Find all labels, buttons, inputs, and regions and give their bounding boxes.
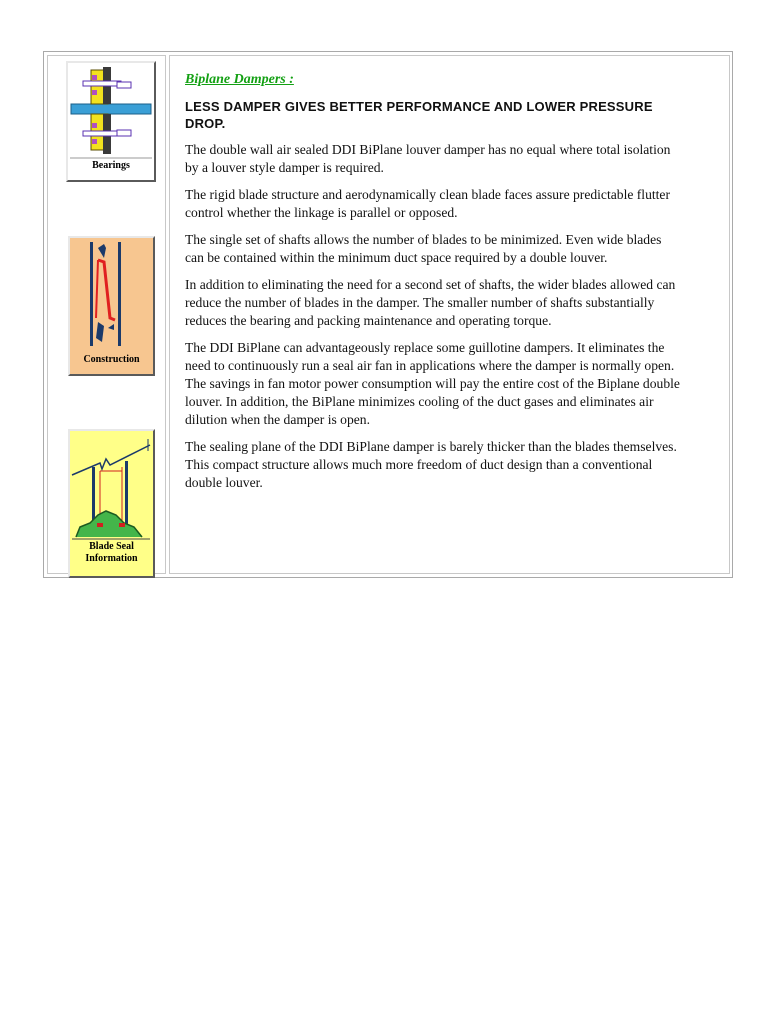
paragraph-6	[185, 438, 730, 492]
blade-seal-diagram-icon	[70, 431, 153, 541]
paragraph-line: The rigid blade structure and aerodynamically clean blade faces assure predictable flutter	[185, 187, 670, 202]
paragraph-line: The DDI BiPlane can advantageously replace some guillotine dampers. It eliminates the	[185, 340, 665, 355]
bearings-diagram-icon	[68, 63, 154, 161]
paragraph-line: reduces the bearing and packing maintenance and operating torque.	[185, 313, 552, 328]
article-content	[185, 71, 730, 492]
paragraph-line: In addition to eliminating the need for a second set of shafts, the wider blades allowed can	[185, 277, 676, 292]
paragraph-line: dilution when the damper is open.	[185, 412, 370, 427]
headline-line-1: LESS DAMPER GIVES BETTER PERFORMANCE AND LOWER PRESSURE	[185, 99, 653, 114]
sidebar-cell	[47, 55, 166, 574]
paragraph-line: need to continuously run a seal air fan in applications where the damper is normally open.	[185, 358, 675, 373]
paragraph-5	[185, 339, 730, 429]
blade-seal-caption-line-1: Blade Seal	[89, 541, 134, 552]
paragraph-3	[185, 231, 730, 267]
paragraph-line: This compact structure allows much more freedom of duct design than a conventional	[185, 457, 653, 472]
bearings-thumbnail[interactable]	[66, 61, 156, 182]
blade-seal-thumbnail[interactable]	[68, 429, 155, 578]
blade-seal-caption	[70, 541, 153, 565]
paragraph-line: The savings in fan motor power consumption will pay the entire cost of the Biplane double	[185, 376, 680, 391]
article-cell	[169, 55, 730, 574]
paragraph-line: The single set of shafts allows the number of blades to be minimized. Even wide blades	[185, 232, 662, 247]
paragraph-1	[185, 141, 730, 177]
construction-thumbnail[interactable]	[68, 236, 155, 376]
construction-diagram-icon	[70, 238, 153, 350]
paragraph-line: can be contained within the minimum duct space required by a double louver.	[185, 250, 608, 265]
paragraph-line: louver. In addition, the BiPlane minimizes cooling of the duct gases and eliminates air	[185, 394, 654, 409]
headline-line-2: DROP.	[185, 116, 226, 131]
content-table	[43, 51, 733, 578]
paragraph-line: control whether the linkage is parallel or opposed.	[185, 205, 458, 220]
paragraph-4	[185, 276, 730, 330]
paragraph-line: by a louver style damper is required.	[185, 160, 384, 175]
paragraph-line: The double wall air sealed DDI BiPlane louver damper has no equal where total isolation	[185, 142, 671, 157]
paragraph-line: The sealing plane of the DDI BiPlane damper is barely thicker than the blades themselves.	[185, 439, 677, 454]
paragraph-2	[185, 186, 730, 222]
article-title[interactable]: Biplane Dampers :	[185, 72, 294, 87]
paragraph-line: double louver.	[185, 475, 263, 490]
article-headline	[185, 98, 730, 132]
paragraph-line: reduce the number of blades in the damper. The smaller number of shafts substantially	[185, 295, 655, 310]
blade-seal-caption-line-2: Information	[85, 553, 138, 564]
bearings-caption: Bearings	[92, 160, 130, 171]
construction-caption: Construction	[83, 354, 140, 365]
